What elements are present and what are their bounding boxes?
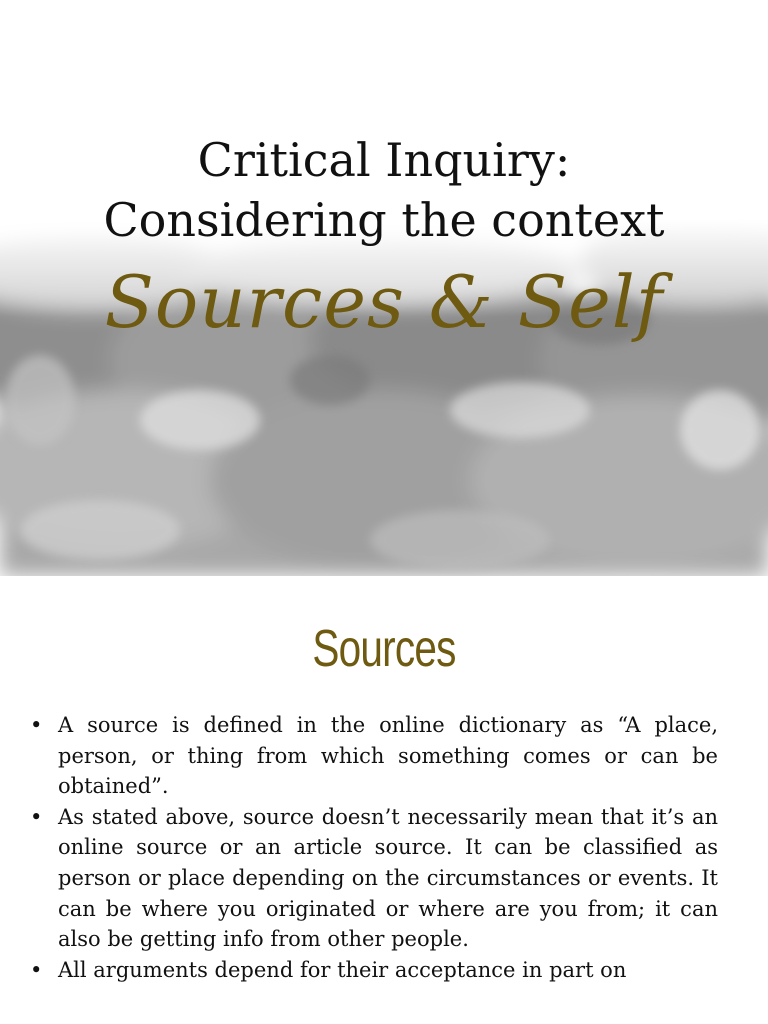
bullet-text: All arguments depend for their acceptance in part on (58, 957, 627, 982)
slide-title (0, 130, 768, 250)
list-item (30, 802, 718, 955)
bullet-icon: • (30, 957, 43, 982)
sources-heading: Sources (312, 620, 456, 678)
bullet-icon: • (30, 713, 43, 737)
bullet-text: As stated above, source doesn’t necessarily mean that it’s an online source or an article source. It can be classified as person or place depending on the circumstances or events. It can be where you originated or where are you from; it can also be getting info from other people. (58, 804, 718, 952)
list-item (30, 710, 718, 802)
bullet-icon: • (30, 804, 43, 829)
sources-slide (0, 586, 768, 1024)
title-line-1: Critical Inquiry: (197, 133, 571, 187)
list-item (30, 955, 718, 986)
slide-subtitle: Sources & Self (104, 260, 664, 344)
bullet-text: A source is defined in the online dictionary as “A place, person, or thing from which something comes or can be obtained”. (58, 713, 718, 799)
slide-divider (0, 576, 768, 586)
title-line-2: Considering the context (103, 193, 665, 247)
bullet-list (30, 710, 718, 985)
